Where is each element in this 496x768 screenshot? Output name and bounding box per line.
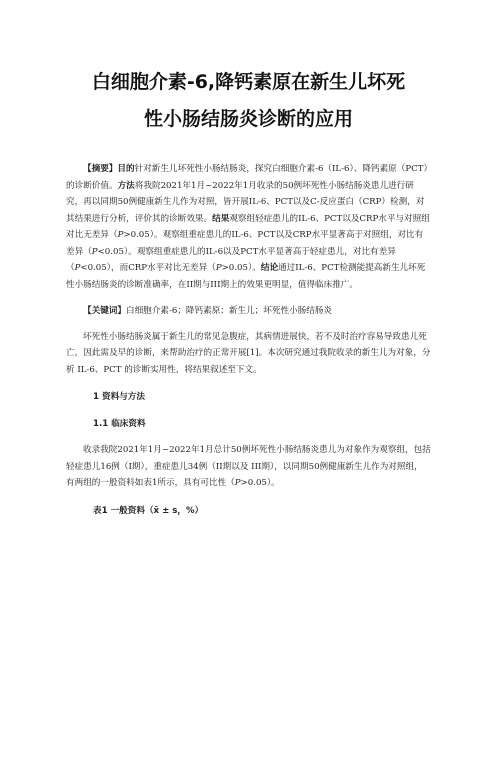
p-symbol: P bbox=[74, 263, 81, 273]
result-label: 结果 bbox=[212, 213, 230, 224]
p-symbol: P bbox=[117, 230, 124, 240]
table-1-title: 表1 一般资料（x̄ ± s，%） bbox=[93, 505, 204, 516]
title-line-2: 性小肠结肠炎诊断的应用 bbox=[143, 108, 353, 130]
result-text-c: <0.05）。观察组重症患儿的IL-6以及PCT水平显著高于轻症患儿，对比有差异（ bbox=[66, 246, 396, 273]
intro-paragraph: 坏死性小肠结肠炎属于新生儿的常见急腹症，其病情进展快，若不及时治疗容易导致患儿死亡，因此需及早的诊断，来帮助治疗的正常开展[1]。本次研究通过我院收录的新生儿为对象，分析 IL-6、PCT 的诊断实用性，将结果叙述至下文。 bbox=[66, 331, 431, 375]
abstract-label: 【摘要】 bbox=[83, 164, 118, 174]
keywords-text: 白细胞介素-6；降钙素原；新生儿；坏死性小肠结肠炎 bbox=[125, 306, 333, 316]
paper-title bbox=[66, 66, 431, 135]
result-text-a: 观察组轻症患儿的IL-6、PCT以及CRP水平与对照组对比无差异（ bbox=[66, 213, 430, 240]
title-line-1: 白细胞介素-6,降钙素原在新生儿坏死 bbox=[91, 71, 406, 93]
section-heading-1-1: 1.1 临床资料 bbox=[93, 419, 146, 429]
clinical-text-b: >0.05）。 bbox=[240, 478, 280, 488]
result-text-b: >0.05）。观察组重症患儿的IL-6、PCT以及CRP水平显著高于对照组，对比有差异（ bbox=[66, 230, 424, 257]
conclusion-label: 结论 bbox=[260, 263, 279, 273]
p-symbol: P bbox=[234, 478, 241, 488]
result-text-e: >0.05）。 bbox=[221, 263, 261, 273]
method-text: 将我院2021年1月~2022年1月收录的50例坏死性小肠结肠炎患儿进行研究，再以同期50例健康新生儿作为对照，皆开展IL-6、PCT以及C-反应蛋白（CRP）检测，对其结果进行分析，评价其的诊断效果。 bbox=[66, 180, 425, 224]
clinical-data-paragraph bbox=[66, 442, 431, 492]
p-symbol: P bbox=[215, 263, 222, 273]
keywords-paragraph bbox=[66, 303, 431, 320]
p-symbol: P bbox=[91, 246, 98, 257]
section-heading-1: 1 资料与方法 bbox=[93, 392, 145, 402]
abstract-paragraph bbox=[66, 161, 431, 293]
clinical-text-a: 收录我院2021年1月~2022年1月总计50例坏死性小肠结肠炎患儿为对象作为观察组，包括轻症患儿16例（I期），重症患儿34例（II期以及 III期），以同期50例健康新生儿作为对照组，有两组的一般资料如表1所示，具有可比性（ bbox=[66, 445, 431, 488]
document-page bbox=[0, 66, 496, 768]
keywords-label: 【关键词】 bbox=[83, 306, 126, 316]
purpose-label: 目的 bbox=[117, 164, 135, 174]
method-label: 方法 bbox=[117, 180, 135, 191]
conclusion-text: 通过IL-6、PCT检测能提高新生儿坏死性小肠结肠炎的诊断准确率，在II期与III期上的效果更明显，值得临床推广。 bbox=[66, 263, 426, 290]
purpose-text: 针对新生儿坏死性小肠结肠炎，探究白细胞介素-6（IL-6）、降钙素原（PCT）的诊断价值。 bbox=[66, 164, 428, 191]
result-text-d: <0.05），而CRP水平对比无差异（ bbox=[80, 263, 216, 273]
